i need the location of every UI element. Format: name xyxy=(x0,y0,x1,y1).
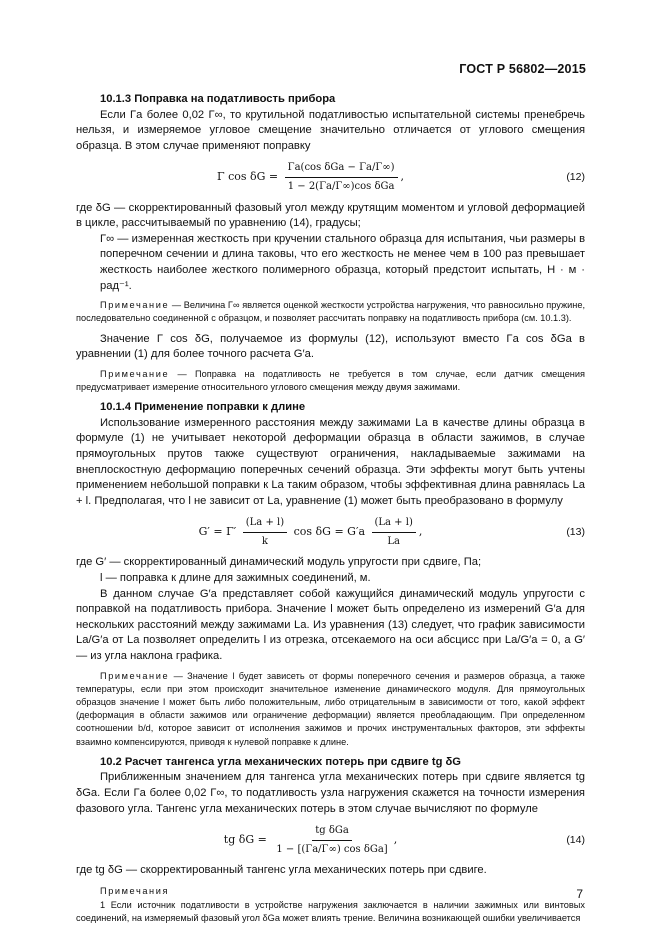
note xyxy=(76,368,585,394)
definition-item xyxy=(76,571,585,587)
note-text: — Поправка на податливость не требуется в том случае, если датчик смещения предусматривает измерение относительного углового смещения между двумя зажимами. xyxy=(76,368,585,392)
equation-number: (12) xyxy=(566,170,585,183)
definition-term: где G′ — xyxy=(76,556,121,569)
equation-lhs: G′ = Γ′ xyxy=(198,525,237,539)
section-heading-10-1-4: 10.1.4 Применение поправки к длине xyxy=(100,401,306,414)
denominator: k xyxy=(261,535,268,547)
equation-middle: cos δG = G′a xyxy=(293,525,365,539)
standard-header: ГОСТ Р 56802—2015 xyxy=(459,62,586,76)
paragraph: Использование измеренного расстояния между зажимами La в качестве длины образца в формуле (1) не учитывает некоторой деформации образца в области зажимов, в случае прямоугольных прутов также существуют ограничения, накладываемые зажимами на внеплоскостную деформацию поперечных сечений образца. Эти эффекты могут быть учтены применением небольшой поправки к La таким образом, чтобы эффективная длина равнялась La + l. Предполагая, что l не зависит от La, уравнение (1) может быть преобразовано в формулу xyxy=(76,416,585,507)
definition-item: где tg δG — скорректированный тангенс угла механических потерь при сдвиге. xyxy=(76,864,487,877)
equation-number: (13) xyxy=(566,525,585,538)
numerator: (La + l) xyxy=(243,515,287,533)
definition-term: l — xyxy=(100,572,117,585)
equation-14 xyxy=(76,823,585,857)
paragraph: Значение Γ cos δG, получаемое из формулы (12), используют вместо Γa cos δGa в уравнении (1) для более точного расчета G′a. xyxy=(76,332,585,361)
numerator: (La + l) xyxy=(372,515,416,533)
equation-tail: , xyxy=(418,525,423,539)
equation-fraction xyxy=(285,160,398,194)
definition-item xyxy=(76,201,585,232)
equation-number: (14) xyxy=(566,833,585,846)
note-text: — Величина Γ∞ является оценкой жесткости устройства нагружения, что равносильно пружине, последовательно соединенной с образцом, и позволяет рассчитать поправку на податливость прибора (см. 10.1.3). xyxy=(76,300,585,324)
definition-item xyxy=(76,232,585,294)
note: 1 Если источник податливости в устройстве нагружения заключается в наличии зажимных или винтовых соединений, на измеряемый фазовый угол δGa может влиять трение. Величина возникающей ошибки увеличивается xyxy=(76,900,585,924)
equation-tail: , xyxy=(400,170,405,184)
equation-lhs: tg δG = xyxy=(223,833,267,847)
notes-label: Примечания xyxy=(100,886,170,896)
definition-term: где δG — xyxy=(76,201,126,214)
definition-text: поправка к длине для зажимных соединений, м. xyxy=(119,572,371,585)
paragraph: В данном случае G′a представляет собой кажущийся динамический модуль упругости с поправкой на податливость прибора. Значение l может быть определено из измерений G′a для нескольких расстояний между зажимами La. Из уравнения (13) следует, что график зависимости La/G′a от La позволяет определить l из отрезка, отсекаемого на оси абсцисс при La/G′a = 0, а G′ — из угла наклона графика. xyxy=(76,587,585,663)
numerator: tg δGa xyxy=(312,823,352,841)
note-text: — Значение l будет зависеть от формы поперечного сечения и размеров образца, а также температуры, если при этом происходит значительное изменение динамического модуля. Для прямоугольных образцов значение l может быть либо положительным, либо отрицательным в зависимости от того, какой эффект (деформация в области зажимов или ограничение деформации) является преобладающим. При определенном соотношении b/d, которое зависит от исполнения зажимов и прочих инструментальных факторов, эти эффекты взаимно компенсируются, приводя к нулевой поправке к длине. xyxy=(76,670,585,747)
note-label: Примечание xyxy=(100,300,170,311)
paragraph: Если Γa более 0,02 Γ∞, то крутильной податливостью испытательной системы пренебречь нельзя, и измеряемое угловое смещение значительно отличается от углового смещения образца. В этом случае применяют поправку xyxy=(76,108,585,152)
paragraph: Приближенным значением для тангенса угла механических потерь при сдвиге является tg δGa. Если Γa более 0,02 Γ∞, то податливость узла нагружения скажется на точности измерения фазового угла. Тангенс угла механических потерь в этом случае вычисляют по формуле xyxy=(76,771,585,815)
note-label: Примечание xyxy=(100,670,170,681)
definition-text: измеренная жесткость при кручении стального образца для испытания, чьи размеры в поперечном сечении и длина таковы, что его жесткость не менее чем в 100 раз превышает жесткость наиболее жесткого полимерного образца, который предстоит испытать, Н · м · рад⁻¹. xyxy=(100,232,586,292)
section-heading-10-1-3: 10.1.3 Поправка на податливость прибора xyxy=(100,93,336,105)
denominator: La xyxy=(387,535,400,547)
equation-fraction xyxy=(243,515,287,549)
denominator: 1 − 2(Γa/Γ∞)cos δGa xyxy=(287,180,395,192)
equation-12 xyxy=(76,160,585,194)
section-heading-10-2: 10.2 Расчет тангенса угла механических потерь при сдвиге tg δG xyxy=(100,755,461,768)
page-content xyxy=(76,92,585,926)
notes-heading xyxy=(76,885,585,898)
note xyxy=(76,299,585,325)
definition-text: скорректированный фазовый угол между крутящим моментом и угловой деформацией в цикле, рассчитываемый по уравнению (14), градусы; xyxy=(76,201,585,230)
equation-13 xyxy=(76,515,585,549)
note-label: Примечание xyxy=(100,368,170,379)
page-number: 7 xyxy=(576,887,583,901)
note xyxy=(76,670,585,749)
equation-tail: , xyxy=(393,833,398,847)
equation-fraction xyxy=(372,515,416,549)
definition-term: Γ∞ — xyxy=(100,232,129,245)
definition-text: скорректированный динамический модуль упругости при сдвиге, Па; xyxy=(123,556,482,569)
denominator: 1 − [(Γa/Γ∞) cos δGa] xyxy=(276,843,388,855)
equation-lhs: Γ cos δG = xyxy=(216,170,279,184)
numerator: Γa(cos δGa − Γa/Γ∞) xyxy=(285,160,398,178)
equation-fraction xyxy=(273,823,390,857)
definition-item xyxy=(76,555,585,571)
